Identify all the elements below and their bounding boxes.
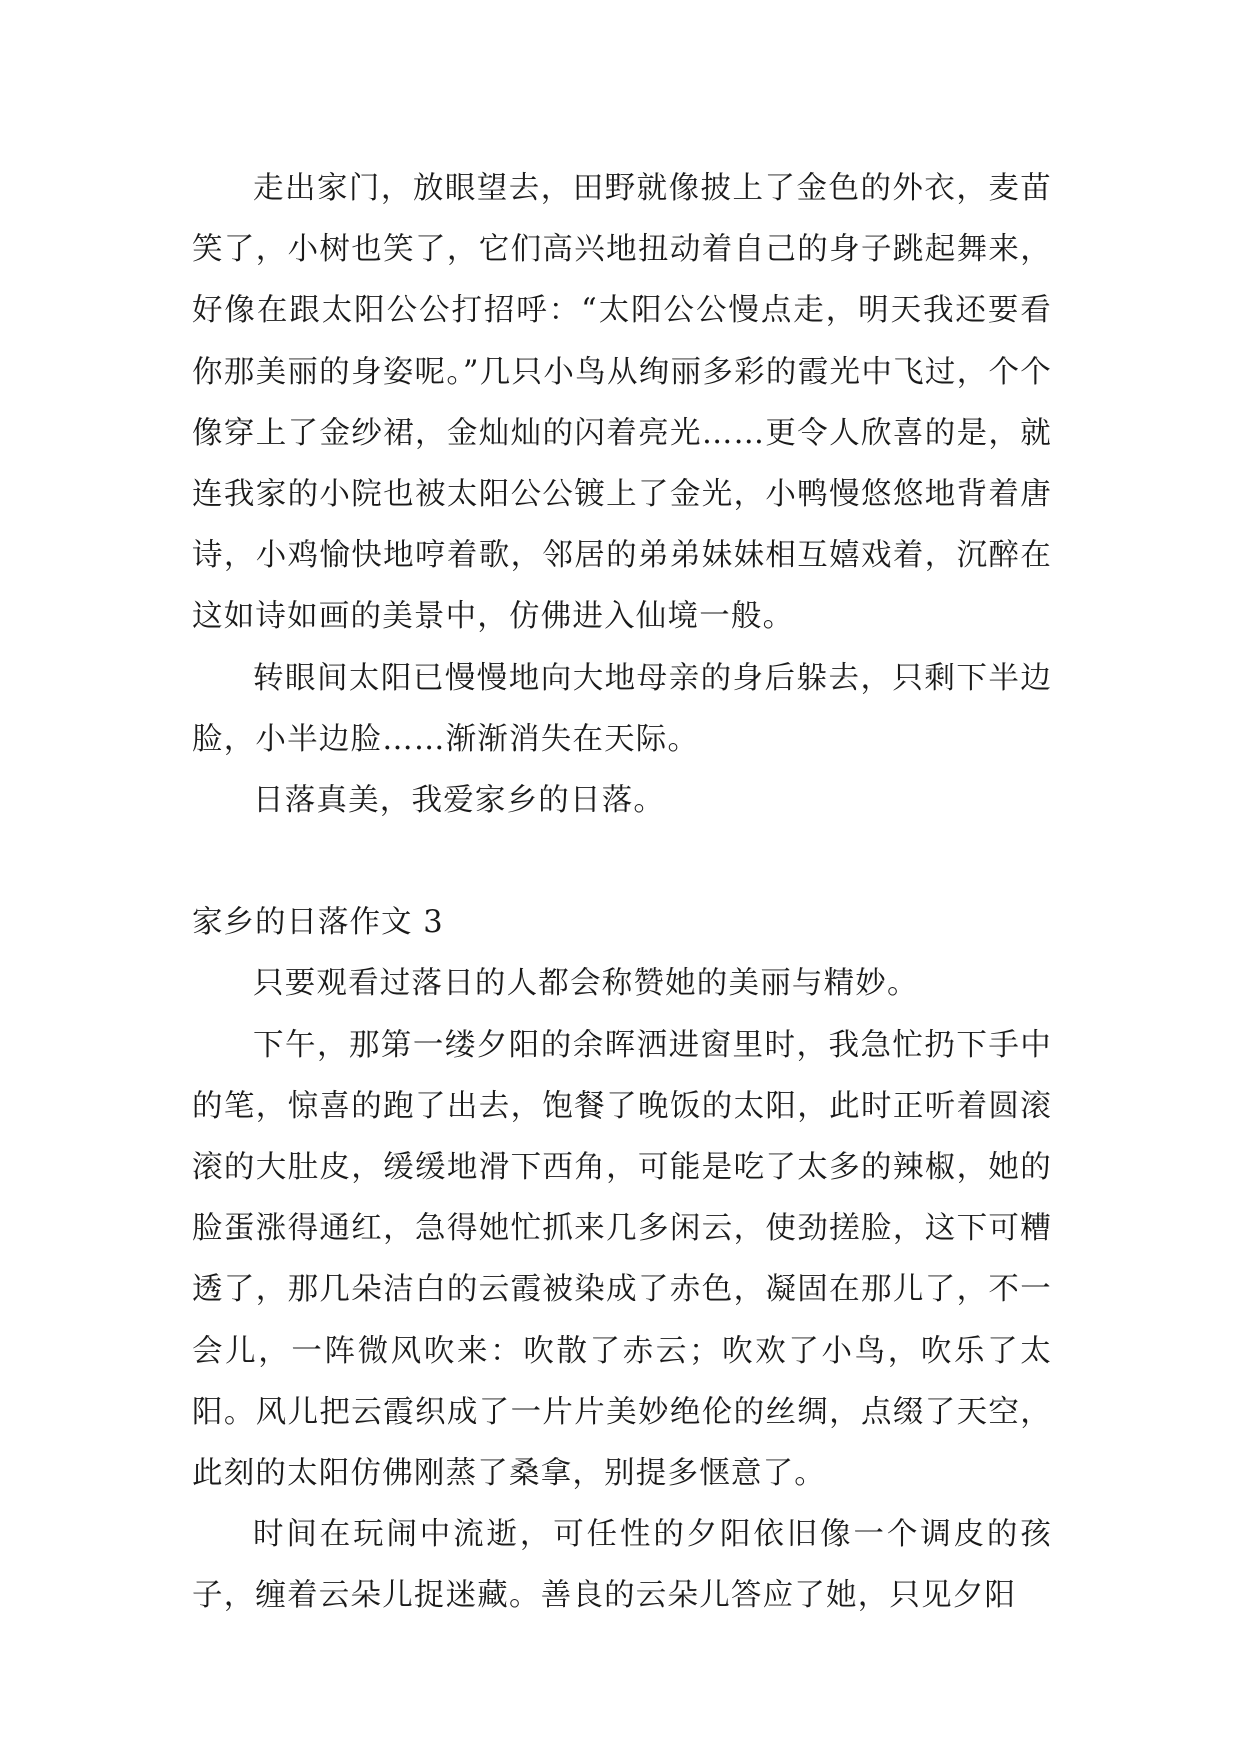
paragraph: 时间在玩闹中流逝，可任性的夕阳依旧像一个调皮的孩子，缠着云朵儿捉迷藏。善良的云朵儿答应了她，只见夕阳 bbox=[192, 1517, 1052, 1614]
section-gap bbox=[192, 831, 1052, 892]
paragraph: 日落真美，我爱家乡的日落。 bbox=[253, 783, 666, 819]
section-title: 家乡的日落作文 3 bbox=[192, 905, 444, 941]
paragraph: 走出家门，放眼望去，田野就像披上了金色的外衣，麦苗笑了，小树也笑了，它们高兴地扭动着自己的身子跳起舞来，好像在跟太阳公公打招呼：“太阳公公慢点走，明天我还要看你那美丽的身姿呢。”几只小鸟从绚丽多彩的霞光中飞过，个个像穿上了金纱裙，金灿灿的闪着亮光……更令人欣喜的是，就连我家的小院也被太阳公公镀上了金光，小鸭慢悠悠地背着唐诗，小鸡愉快地哼着歌，邻居的弟弟妹妹相互嬉戏着，沉醉在这如诗如画的美景中，仿佛进入仙境一般。 bbox=[192, 171, 1052, 635]
document-body bbox=[192, 158, 1052, 1627]
paragraph: 下午，那第一缕夕阳的余晖洒进窗里时，我急忙扔下手中的笔，惊喜的跑了出去，饱餐了晚饭的太阳，此时正听着圆滚滚的大肚皮，缓缓地滑下西角，可能是吃了太多的辣椒，她的脸蛋涨得通红，急得她忙抓来几多闲云，使劲搓脸，这下可糟透了，那几朵洁白的云霞被染成了赤色，凝固在那儿了，不一会儿，一阵微风吹来：吹散了赤云；吹欢了小鸟，吹乐了太阳。风儿把云霞织成了一片片美妙绝伦的丝绸，点缀了天空，此刻的太阳仿佛刚蒸了桑拿，别提多惬意了。 bbox=[192, 1027, 1052, 1492]
paragraph: 转眼间太阳已慢慢地向大地母亲的身后躲去，只剩下半边脸，小半边脸……渐渐消失在天际。 bbox=[192, 660, 1052, 757]
paragraph: 只要观看过落日的人都会称赞她的美丽与精妙。 bbox=[253, 966, 919, 1002]
